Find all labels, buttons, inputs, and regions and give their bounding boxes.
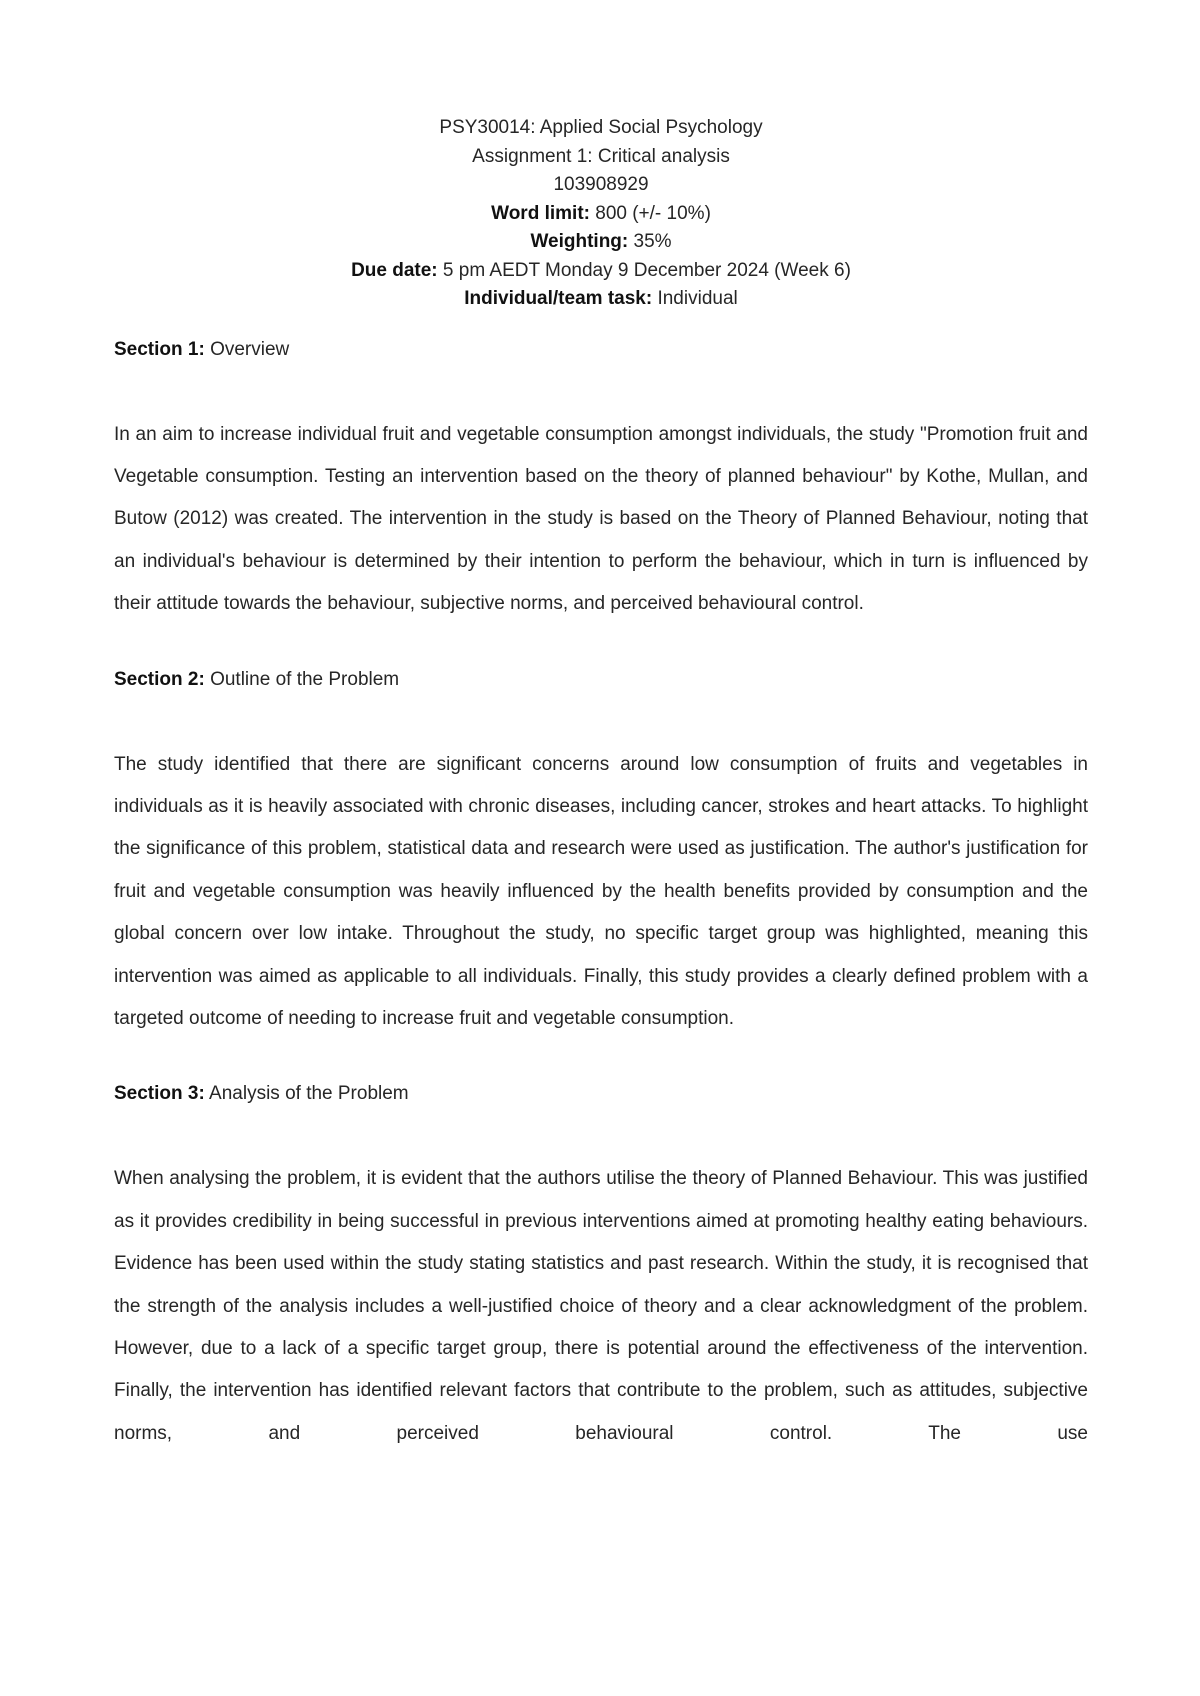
- section-3-heading: [114, 1080, 1088, 1108]
- section-1-heading: [114, 336, 1088, 364]
- weighting-line: [114, 228, 1088, 257]
- due-date-label: Due date:: [351, 259, 438, 281]
- word-limit-label: Word limit:: [491, 202, 590, 224]
- weighting-label: Weighting:: [530, 231, 629, 252]
- section-3-title: Analysis of the Problem: [204, 1083, 409, 1105]
- section-2-title: Outline of the Problem: [204, 668, 400, 690]
- section-2-label: Section 2:: [114, 668, 205, 690]
- task-value: Individual: [652, 288, 738, 309]
- task-line: [114, 285, 1088, 314]
- section-1-title: Overview: [204, 338, 290, 360]
- section-2-heading: [114, 666, 1088, 694]
- task-label: Individual/team task:: [464, 288, 653, 309]
- section-3-label: Section 3:: [114, 1083, 205, 1105]
- student-id: 103908929: [553, 174, 649, 195]
- word-limit-value: 800 (+/- 10%): [589, 202, 711, 224]
- section-2-body: The study identified that there are significant concerns around low consumption of fruits and vegetables in individuals as it is heavily associated with chronic diseases, including cancer, strokes and heart attacks. To highlight the significance of this problem, statistical data and research were used as justification. The author's justification for fruit and vegetable consumption was heavily influenced by the health benefits provided by consumption and the global concern over low intake. Throughout the study, no specific target group was highlighted, meaning this intervention was aimed as applicable to all individuals. Finally, this study provides a clearly defined problem with a targeted outcome of needing to increase fruit and vegetable consumption.: [114, 753, 1088, 1029]
- section-1-label: Section 1:: [114, 338, 205, 360]
- section-3-body: When analysing the problem, it is evident that the authors utilise the theory of Planned Behaviour. This was justified as it provides credibility in being successful in previous interventions aimed at promoting healthy eating behaviours. Evidence has been used within the study stating statistics and past research. Within the study, it is recognised that the strength of the analysis includes a well-justified choice of theory and a clear acknowledgment of the problem. However, due to a lack of a specific target group, there is potential around the effectiveness of the intervention. Finally, the intervention has identified relevant factors that contribute to the problem, such as attitudes, subjective norms, and perceived behavioural control. The use: [114, 1168, 1088, 1444]
- word-limit-line: [114, 200, 1088, 229]
- weighting-value: 35%: [628, 231, 672, 252]
- due-date-value: 5 pm AEDT Monday 9 December 2024 (Week 6): [437, 259, 851, 281]
- section-1-body: In an aim to increase individual fruit and vegetable consumption amongst individuals, the study "Promotion fruit and Vegetable consumption. Testing an intervention based on the theory of planned behaviour" by Kothe, Mullan, and Butow (2012) was created. The intervention in the study is based on the Theory of Planned Behaviour, noting that an individual's behaviour is determined by their intention to perform the behaviour, which in turn is influenced by their attitude towards the behaviour, subjective norms, and perceived behavioural control.: [114, 423, 1088, 615]
- due-date-line: [114, 257, 1088, 286]
- course-title: PSY30014: Applied Social Psychology: [439, 117, 763, 138]
- assignment-title: Assignment 1: Critical analysis: [472, 145, 730, 167]
- title-block: [114, 0, 1088, 314]
